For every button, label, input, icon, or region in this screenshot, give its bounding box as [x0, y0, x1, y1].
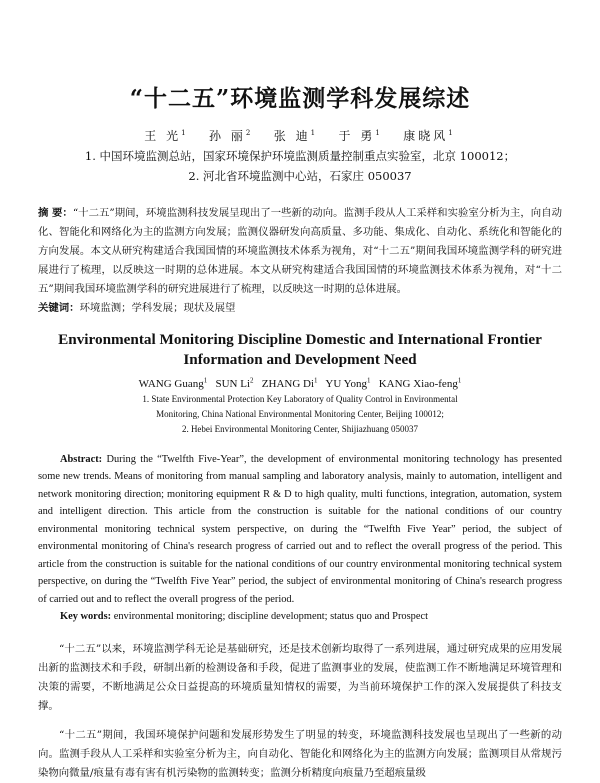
author-en: YU Yong$^1$: [325, 376, 371, 390]
author-en: SUN Li$^2$: [215, 376, 254, 390]
authors-cn: [38, 127, 562, 144]
body-paragraph-1: “十二五”以来，环境监测学科无论是基础研究，还是技术创新均取得了一系列进展，通过研究成果的应用发展出新的监测技术和手段，研制出新的检测设备和手段，促进了监测事业的发展，使监测工作不断地满足环境管理和决策的需要，不断地满足公众日益提高的环境质量知情权的需要，为当前环境保护工作的深入发展提供了科技支撑。: [38, 642, 562, 712]
affiliation-en-line-3: 2. Hebei Environmental Monitoring Center, Shijiazhuang 050037: [181, 423, 419, 434]
keywords-cn: [38, 299, 562, 318]
keywords-en-text: environmental monitoring; discipline development; status quo and Prospect: [113, 611, 428, 623]
authors-en: [38, 376, 562, 390]
keywords-cn-text: 环境监测；学科发展；现状及展望: [79, 302, 236, 314]
body-paragraph-2: “十二五”期间，我国环境保护问题和发展形势发生了明显的转变，环境监测科技发展也呈现出了一些新的动向。监测手段从人工采样和实验室分析为主，向自动化、智能化和网络化为主的监测方向发展；监测项目从常规污染物向微量/痕量有毒有害有机污染物的监测转变；监测分析精度向痕量乃至超痕量级: [38, 729, 562, 780]
author-cn: 孙 丽$^2$: [209, 129, 254, 143]
author-cn: 于 勇$^1$: [338, 129, 383, 143]
title-en: Environmental Monitoring Discipline Domestic and International Frontier Information and Development Need: [58, 331, 542, 368]
keywords-cn-label: 关键词：: [38, 302, 80, 314]
abstract-en-text: During the “Twelfth Five-Year”, the development of environmental monitoring technology has presented some new trends. Means of monitoring from manual sampling and laboratory analysis, mainly to automation, intelligent and network monitoring direction; monitoring equipment R & D to high quality, multi functions, integration, automation, system and intelligent direction. This article from the construction is suitable for the national conditions of our country environmental monitoring technical system perspective, on during the “Twelfth Five Year” period, the subject of environmental monitoring of China's research progress of carried out and to reflect the overall progress of the period. This article from the construction is suitable for the national conditions of our country environmental monitoring technical system perspective, on during the “Twelfth Five Year” period, the subject of environmental monitoring of China's research progress of carried out and to reflect the overall progress of the period.: [38, 453, 562, 605]
abstract-cn-label: 摘 要：: [38, 207, 73, 219]
abstract-en: [38, 451, 562, 609]
author-cn: 张 迪$^1$: [273, 129, 319, 143]
affiliation-cn-2: 2. 河北省环境监测中心站，石家庄 050037: [188, 169, 412, 183]
affiliation-en-line-1: 1. State Environmental Protection Key Laboratory of Quality Control in Environmental: [142, 393, 458, 404]
keywords-en: [38, 608, 562, 626]
affiliation-cn-1: 1. 中国环境监测总站，国家环境保护环境监测质量控制重点实验室，北京 100012；: [84, 149, 516, 163]
abstract-cn: [38, 204, 562, 299]
affiliation-en-line-2: Monitoring, China National Environmental Monitoring Center, Beijing 100012;: [156, 408, 444, 419]
affiliations-cn: [38, 146, 562, 186]
author-en: WANG Guang$^1$: [138, 376, 208, 390]
abstract-cn-text: “十二五”期间，环境监测科技发展呈现出了一些新的动向。监测手段从人工采样和实验室分析为主，向自动化、智能化和网络化为主的监测方向发展；监测仪器研发向高质量、多功能、集成化、自动化、系统化和智能化的方向发展。本文从研究构建适合我国国情的环境监测技术体系为视角，对“十二五”期间我国环境监测学科的研究进展进行了梳理，以反映这一时期的总体进展。本文从研究构建适合我国国情的环境监测技术体系为视角，对“十二五”期间我国环境监测学科的研究进展进行了梳理，以反映这一时期的总体进展。: [38, 207, 562, 295]
author-cn: 康晓风$^1$: [403, 129, 456, 143]
title-cn: “十二五”环境监测学科发展综述: [129, 85, 471, 112]
abstract-en-label: Abstract:: [60, 453, 103, 465]
author-en: ZHANG Di$^1$: [261, 376, 318, 390]
keywords-en-label: Key words:: [60, 611, 112, 623]
author-en: KANG Xiao-feng$^1$: [378, 376, 462, 390]
affiliations-en: [38, 392, 562, 437]
author-cn: 王 光$^1$: [144, 129, 189, 143]
